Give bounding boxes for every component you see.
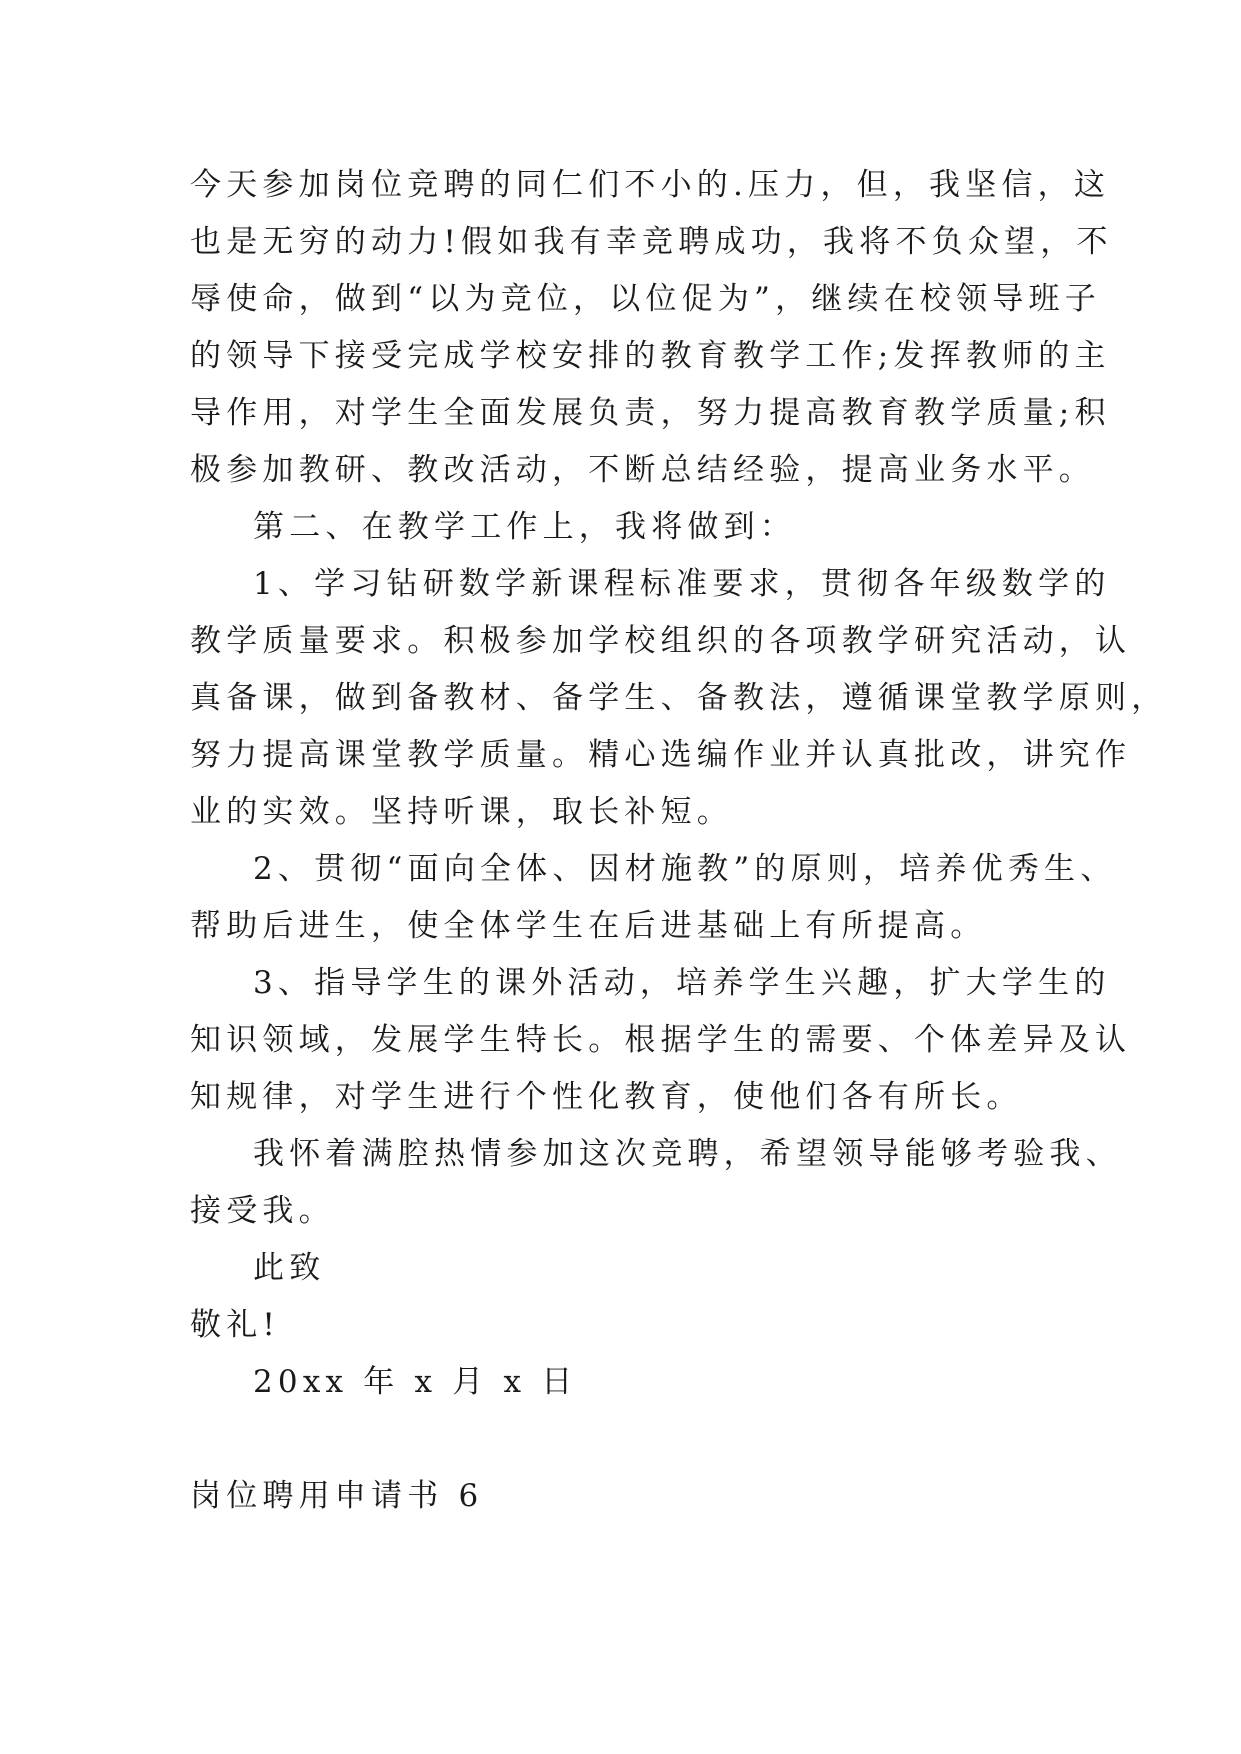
section-heading: 第二、在教学工作上，我将做到： [253,509,796,545]
paragraph-line: 2、贯彻“面向全体、因材施教”的原则，培养优秀生、 [253,851,1117,887]
paragraph-line: 接受我。 [190,1193,335,1229]
paragraph-line: 今天参加岗位竞聘的同仁们不小的.压力，但，我坚信，这 [190,167,1111,203]
paragraph-line: 1、学习钻研数学新课程标准要求，贯彻各年级数学的 [253,566,1111,602]
paragraph-line: 努力提高课堂教学质量。精心选编作业并认真批改，讲究作 [190,737,1132,773]
paragraph-line: 业的实效。坚持听课，取长补短。 [190,794,733,830]
paragraph-line: 辱使命，做到“以为竞位，以位促为”，继续在校领导班子 [190,281,1101,317]
paragraph-line: 导作用，对学生全面发展负责，努力提高教育教学质量;积 [190,395,1111,431]
document-title: 岗位聘用申请书 6 [190,1478,484,1514]
paragraph-line: 极参加教研、教改活动，不断总结经验，提高业务水平。 [190,452,1095,488]
paragraph-line: 3、指导学生的课外活动，培养学生兴趣，扩大学生的 [253,965,1111,1001]
paragraph-line: 的领导下接受完成学校安排的教育教学工作;发挥教师的主 [190,338,1111,374]
paragraph-line: 知识领域，发展学生特长。根据学生的需要、个体差异及认 [190,1022,1132,1058]
paragraph-line: 真备课，做到备教材、备学生、备教法，遵循课堂教学原则， [190,680,1168,716]
closing-salutation: 此致 [253,1250,326,1286]
date-line: 20xx 年 x 月 x 日 [253,1364,578,1400]
paragraph-line: 知规律，对学生进行个性化教育，使他们各有所长。 [190,1079,1023,1115]
paragraph-line: 我怀着满腔热情参加这次竞聘，希望领导能够考验我、 [253,1136,1122,1172]
closing-regards: 敬礼! [190,1307,281,1343]
paragraph-line: 也是无穷的动力!假如我有幸竞聘成功，我将不负众望，不 [190,224,1113,260]
paragraph-line: 帮助后进生，使全体学生在后进基础上有所提高。 [190,908,987,944]
paragraph-line: 教学质量要求。积极参加学校组织的各项教学研究活动，认 [190,623,1132,659]
